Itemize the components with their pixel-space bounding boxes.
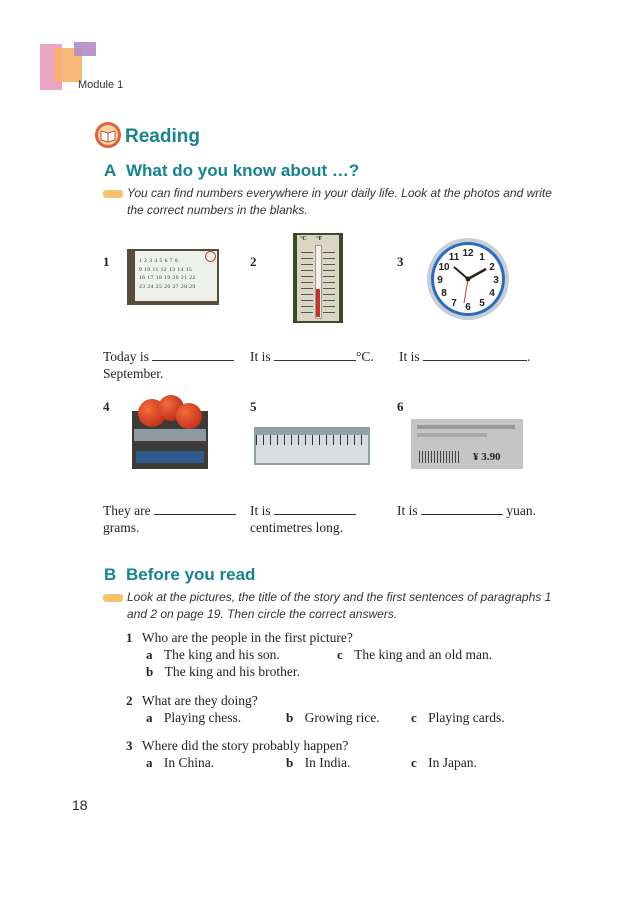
question-number: 1: [126, 630, 133, 645]
section-a-title: What do you know about …?: [126, 161, 360, 180]
item-6-text-a: It is: [397, 503, 418, 518]
calendar-photo: [127, 249, 219, 305]
question-3: [126, 737, 348, 754]
item-4-blank[interactable]: [154, 503, 236, 515]
item-5-text-b: centimetres long.: [250, 520, 343, 535]
item-5-blank[interactable]: [274, 503, 356, 515]
calendar-row-1: 1 2 3 4 5 6 7 8: [139, 258, 179, 264]
item-4-text-b: grams.: [103, 520, 140, 535]
svg-text:9: 9: [437, 275, 443, 286]
price-label-photo: [411, 419, 523, 469]
instruction-marker: [103, 594, 123, 602]
reading-icon: [94, 121, 122, 149]
item-6-text-b: yuan.: [506, 503, 537, 518]
item-number-4: 4: [103, 399, 110, 414]
section-a-instruction-2: the correct numbers in the blanks.: [127, 203, 308, 217]
question-number: 2: [126, 693, 133, 708]
q1-option-a[interactable]: a The king and his son.: [146, 647, 280, 662]
thermometer-mercury: [316, 289, 320, 317]
item-1-text-b: September.: [103, 366, 164, 381]
item-number-2: 2: [250, 254, 257, 269]
item-3-blank[interactable]: [423, 349, 527, 361]
item-6-sentence: [397, 502, 536, 519]
item-2-text-b: °C.: [356, 349, 374, 364]
section-b-title: Before you read: [126, 565, 256, 584]
reading-title: Reading: [125, 126, 200, 147]
thermo-c-label: °C: [300, 236, 307, 242]
clock-photo: [426, 237, 510, 321]
calendar-circle: [205, 251, 216, 262]
svg-text:4: 4: [489, 288, 495, 299]
svg-text:8: 8: [441, 288, 447, 299]
svg-text:7: 7: [451, 298, 457, 309]
svg-text:1: 1: [479, 252, 485, 263]
item-4-text-a: They are: [103, 503, 151, 518]
question-1: [126, 629, 353, 646]
item-number-6: 6: [397, 399, 404, 414]
question-text: Who are the people in the first picture?: [141, 630, 353, 645]
module-label: Module 1: [78, 79, 124, 91]
q1-option-b[interactable]: b The king and his brother.: [146, 664, 300, 679]
thermometer-photo: [293, 233, 343, 323]
item-number-5: 5: [250, 399, 257, 414]
question-text: Where did the story probably happen?: [141, 738, 349, 753]
price-text: ¥ 3.90: [473, 451, 501, 463]
q2-option-b[interactable]: b Growing rice.: [286, 710, 380, 725]
item-1-sentence: [103, 348, 234, 365]
item-6-blank[interactable]: [421, 503, 503, 515]
calendar-row-4: 23 24 25 26 27 28 29: [139, 283, 196, 290]
item-3-sentence: [399, 348, 530, 365]
item-number-3: 3: [397, 254, 404, 269]
item-4-sentence: [103, 502, 236, 519]
svg-text:10: 10: [438, 262, 450, 273]
item-number-1: 1: [103, 254, 110, 269]
section-b-instruction-1: Look at the pictures, the title of the story and the first sentences of paragraphs 1: [127, 590, 552, 604]
item-3-text-a: It is: [399, 349, 420, 364]
q2-option-c[interactable]: c Playing cards.: [411, 710, 505, 725]
section-b-instruction-2: and 2 on page 19. Then circle the correct answers.: [127, 607, 398, 621]
ruler-photo: [254, 427, 370, 465]
svg-text:6: 6: [465, 302, 471, 313]
instruction-marker: [103, 190, 123, 198]
item-5-text-a: It is: [250, 503, 271, 518]
question-text: What are they doing?: [141, 693, 258, 708]
item-1-blank[interactable]: [152, 349, 234, 361]
section-b-letter: B: [104, 565, 117, 584]
question-2: [126, 692, 258, 709]
q3-option-b[interactable]: b In India.: [286, 755, 351, 770]
item-3-text-b: .: [527, 349, 531, 364]
thermo-f-label: °F: [316, 236, 323, 242]
svg-text:3: 3: [493, 275, 499, 286]
svg-text:2: 2: [489, 262, 495, 273]
calendar-row-2: 9 10 11 12 13 14 15: [139, 266, 193, 273]
question-number: 3: [126, 738, 133, 753]
scale-photo: [132, 395, 208, 469]
svg-text:5: 5: [479, 298, 485, 309]
item-2-blank[interactable]: [274, 349, 356, 361]
item-2-text-a: It is: [250, 349, 271, 364]
item-1-text-a: Today is: [103, 349, 149, 364]
item-5-sentence: [250, 502, 356, 519]
calendar-row-3: 16 17 18 19 20 21 22: [139, 275, 196, 281]
q3-option-a[interactable]: a In China.: [146, 755, 215, 770]
section-a-letter: A: [104, 161, 117, 180]
q3-option-c[interactable]: c In Japan.: [411, 755, 477, 770]
q1-option-c[interactable]: c The king and an old man.: [337, 647, 493, 662]
svg-text:12: 12: [462, 248, 474, 259]
q2-option-a[interactable]: a Playing chess.: [146, 710, 242, 725]
svg-text:11: 11: [448, 252, 460, 263]
section-a-instruction-1: You can find numbers everywhere in your daily life. Look at the photos and write: [127, 186, 552, 200]
page-number: 18: [72, 797, 88, 813]
item-2-sentence: [250, 348, 374, 365]
